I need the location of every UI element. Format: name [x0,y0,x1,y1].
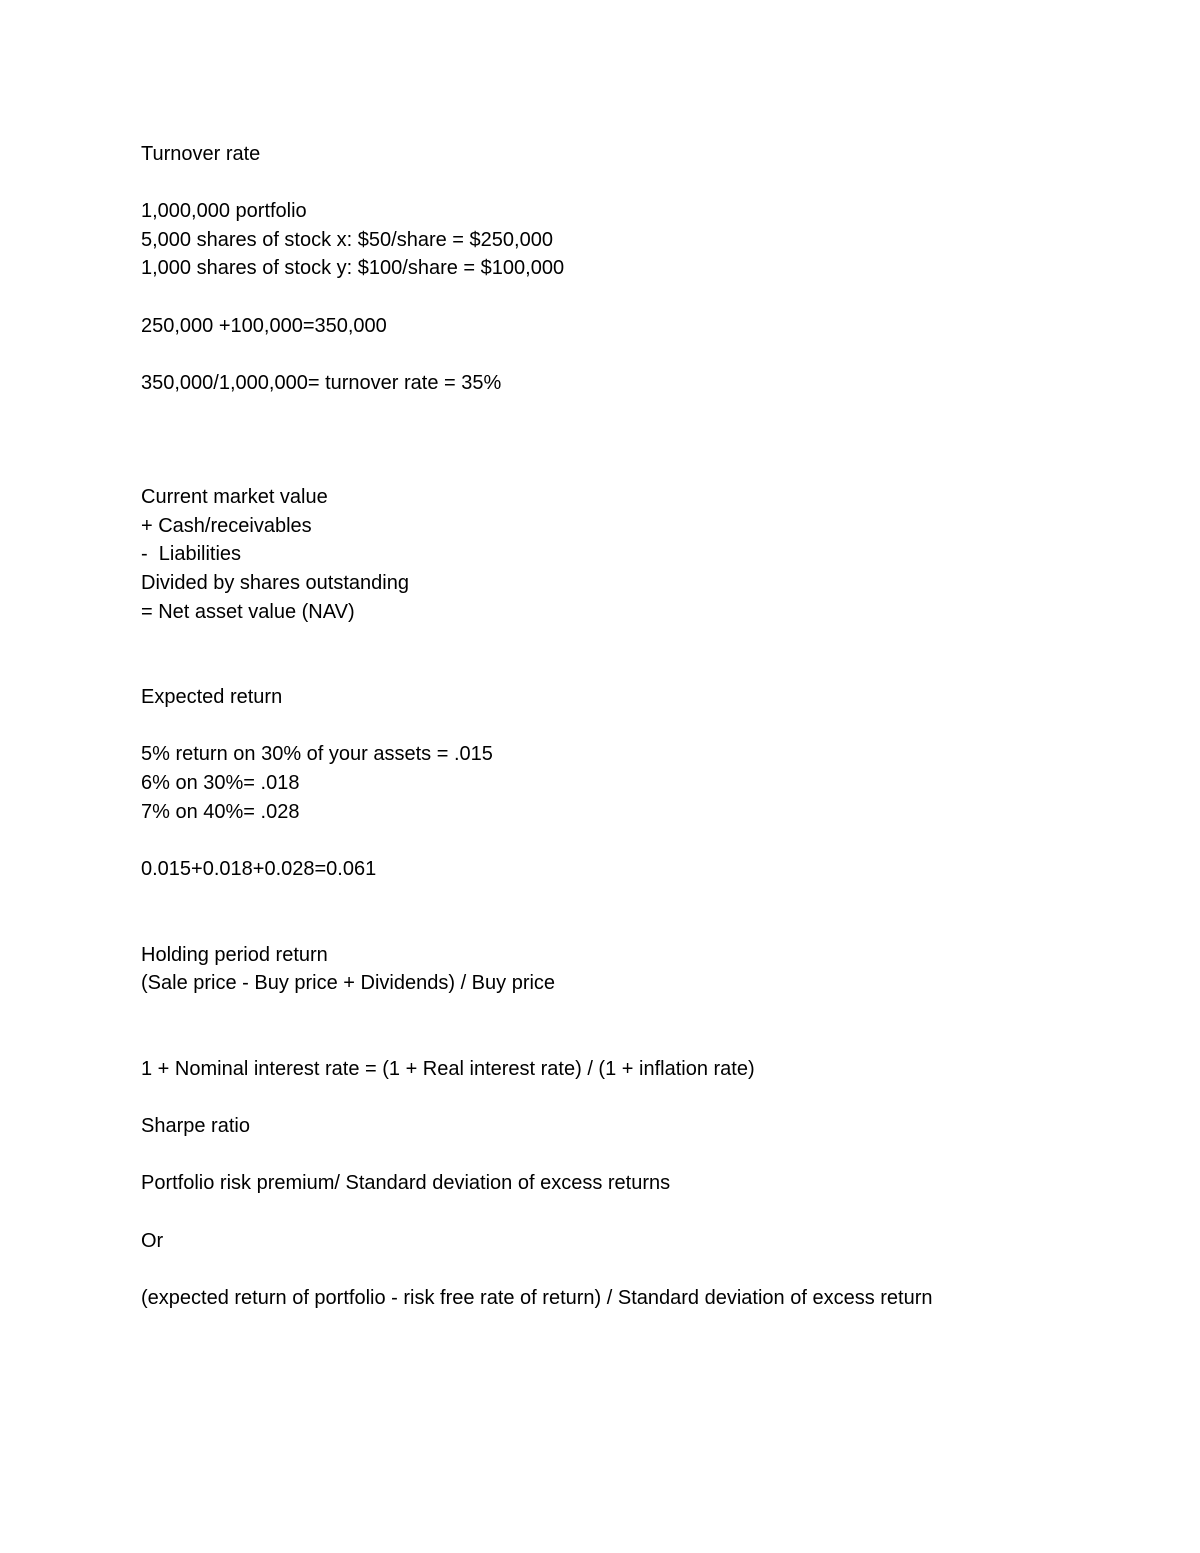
text-line: 5% return on 30% of your assets = .015 [141,743,493,766]
blank-line [141,826,1141,855]
blank-line [141,1255,1141,1284]
blank-line [141,340,1141,369]
text-line: + Cash/receivables [141,514,312,537]
blank-line [141,455,1141,484]
blank-line [141,998,1141,1027]
heading-sharpe-ratio: Sharpe ratio [141,1115,250,1138]
heading-current-market-value: Current market value [141,486,328,509]
text-line: - Liabilities [141,543,242,566]
blank-line [141,397,1141,426]
heading-turnover-rate: Turnover rate [141,143,261,165]
text-line: Divided by shares outstanding [141,571,409,594]
blank-line [141,1026,1141,1055]
text-line: = Net asset value (NAV) [141,600,355,623]
blank-line [141,712,1141,741]
text-line: Or [141,1229,164,1252]
text-line: 350,000/1,000,000= turnover rate = 35% [141,371,502,394]
text-line: (Sale price - Buy price + Dividends) / Buy price [141,972,556,995]
text-line: 1,000 shares of stock y: $100/share = $100,000 [141,257,565,280]
blank-line [141,1198,1141,1227]
text-line: 0.015+0.018+0.028=0.061 [141,857,377,880]
text-line: 1 + Nominal interest rate = (1 + Real interest rate) / (1 + inflation rate) [141,1058,755,1080]
blank-line [141,912,1141,941]
text-line: 250,000 +100,000=350,000 [141,314,387,337]
blank-line [141,626,1141,655]
document-body [141,140,1141,1312]
text-line: 6% on 30%= .018 [141,772,300,795]
blank-line [141,655,1141,684]
blank-line [141,426,1141,455]
heading-expected-return: Expected return [141,686,283,709]
text-line: 7% on 40%= .028 [141,800,300,823]
heading-holding-period-return: Holding period return [141,943,328,966]
blank-line [141,1141,1141,1170]
blank-line [141,283,1141,312]
text-line: (expected return of portfolio - risk free rate of return) / Standard deviation of excess return [141,1286,933,1309]
text-line: 5,000 shares of stock x: $50/share = $250,000 [141,228,553,251]
blank-line [141,1084,1141,1113]
blank-line [141,169,1141,198]
text-line: 1,000,000 portfolio [141,200,307,223]
text-line: Portfolio risk premium/ Standard deviation of excess returns [141,1172,671,1195]
blank-line [141,883,1141,912]
